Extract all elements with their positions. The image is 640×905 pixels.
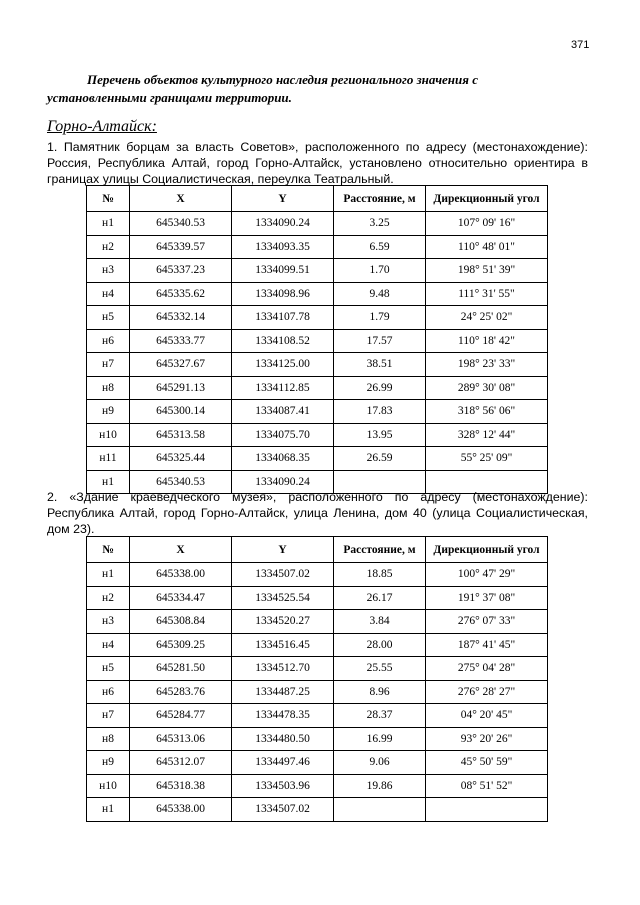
cell-x: 645335.62 [130,282,232,306]
cell-angle: 198° 51' 39" [426,259,548,283]
cell-distance: 6.59 [334,235,426,259]
cell-x: 645332.14 [130,306,232,330]
cell-x: 645338.00 [130,563,232,587]
cell-point: н1 [87,798,130,822]
cell-y: 1334099.51 [232,259,334,283]
table-row [87,447,548,471]
cell-distance [334,798,426,822]
cell-angle: 55° 25' 09" [426,447,548,471]
cell-y: 1334520.27 [232,610,334,634]
cell-point: н11 [87,447,130,471]
header-num: № [87,186,130,212]
cell-distance: 8.96 [334,680,426,704]
coordinates-table [86,185,548,494]
cell-point: н8 [87,727,130,751]
cell-y: 1334107.78 [232,306,334,330]
cell-y: 1334090.24 [232,212,334,236]
cell-distance: 9.06 [334,751,426,775]
table-row [87,563,548,587]
table-row [87,235,548,259]
cell-x: 645309.25 [130,633,232,657]
cell-x: 645338.00 [130,798,232,822]
cell-x: 645339.57 [130,235,232,259]
cell-point: н2 [87,586,130,610]
cell-point: н5 [87,657,130,681]
cell-x: 645281.50 [130,657,232,681]
cell-angle: 93° 20' 26" [426,727,548,751]
cell-angle: 276° 07' 33" [426,610,548,634]
cell-point: н10 [87,423,130,447]
table-row [87,751,548,775]
cell-angle [426,798,548,822]
cell-angle: 110° 48' 01" [426,235,548,259]
table-row [87,657,548,681]
cell-x: 645283.76 [130,680,232,704]
table-header-row [87,537,548,563]
cell-x: 645313.06 [130,727,232,751]
cell-distance: 9.48 [334,282,426,306]
page-number: 371 [571,39,590,51]
cell-distance: 26.59 [334,447,426,471]
table-row [87,798,548,822]
cell-x: 645334.47 [130,586,232,610]
cell-y: 1334487.25 [232,680,334,704]
cell-point: н7 [87,704,130,728]
cell-x: 645312.07 [130,751,232,775]
cell-y: 1334497.46 [232,751,334,775]
table-row [87,727,548,751]
cell-x: 645327.67 [130,353,232,377]
table-row [87,329,548,353]
cell-angle: 187° 41' 45" [426,633,548,657]
cell-angle: 328° 12' 44" [426,423,548,447]
cell-point: н4 [87,633,130,657]
cell-angle: 04° 20' 45" [426,704,548,728]
table-row [87,212,548,236]
cell-x: 645333.77 [130,329,232,353]
table-row [87,586,548,610]
cell-point: н6 [87,680,130,704]
table-row [87,633,548,657]
cell-distance: 25.55 [334,657,426,681]
cell-angle: 276° 28' 27" [426,680,548,704]
cell-distance: 19.86 [334,774,426,798]
cell-distance: 28.00 [334,633,426,657]
table-row [87,423,548,447]
table-row [87,774,548,798]
cell-distance: 26.17 [334,586,426,610]
cell-y: 1334090.24 [232,470,334,494]
item-description: 2. «Здание краеведческого музея», расположенного по адресу (местонахождение): Республика Алтай, город Горно-Алтайск, улица Ленина, дом 40 (улица Социалистическая, дом 23). [47,490,588,536]
cell-angle: 100° 47' 29" [426,563,548,587]
cell-point: н5 [87,306,130,330]
cell-point: н8 [87,376,130,400]
cell-angle: 318° 56' 06" [426,400,548,424]
cell-y: 1334087.41 [232,400,334,424]
table-row [87,610,548,634]
city-heading: Горно-Алтайск: [47,118,157,135]
cell-distance: 17.57 [334,329,426,353]
cell-distance: 13.95 [334,423,426,447]
item-description: 1. Памятник борцам за власть Советов», расположенного по адресу (местонахождение): Россия, Республика Алтай, город Горно-Алтайск, установлено относительно ориентира в границах улицы Социалистическая, переулка Театральный. [47,140,588,186]
cell-distance: 3.25 [334,212,426,236]
cell-y: 1334507.02 [232,563,334,587]
cell-point: н1 [87,212,130,236]
cell-y: 1334516.45 [232,633,334,657]
cell-distance: 3.84 [334,610,426,634]
cell-angle: 275° 04' 28" [426,657,548,681]
cell-angle: 45° 50' 59" [426,751,548,775]
header-y: Y [232,537,334,563]
table-row [87,704,548,728]
cell-angle: 111° 31' 55" [426,282,548,306]
cell-angle: 289° 30' 08" [426,376,548,400]
cell-x: 645308.84 [130,610,232,634]
cell-distance: 18.85 [334,563,426,587]
cell-point: н6 [87,329,130,353]
header-distance: Расстояние, м [334,186,426,212]
cell-point: н3 [87,259,130,283]
table-body [87,212,548,494]
table-row [87,353,548,377]
table-row [87,282,548,306]
cell-y: 1334108.52 [232,329,334,353]
cell-point: н1 [87,470,130,494]
cell-y: 1334093.35 [232,235,334,259]
table-row [87,680,548,704]
table-row [87,259,548,283]
cell-point: н4 [87,282,130,306]
table-header-row [87,186,548,212]
cell-y: 1334068.35 [232,447,334,471]
header-num: № [87,537,130,563]
cell-y: 1334125.00 [232,353,334,377]
cell-x: 645318.38 [130,774,232,798]
cell-point: н3 [87,610,130,634]
cell-y: 1334478.35 [232,704,334,728]
cell-angle: 107° 09' 16" [426,212,548,236]
cell-point: н9 [87,400,130,424]
header-distance: Расстояние, м [334,537,426,563]
header-x: X [130,186,232,212]
cell-x: 645340.53 [130,470,232,494]
cell-angle: 08° 51' 52" [426,774,548,798]
cell-y: 1334098.96 [232,282,334,306]
cell-distance: 38.51 [334,353,426,377]
cell-y: 1334112.85 [232,376,334,400]
cell-angle: 198° 23' 33" [426,353,548,377]
cell-x: 645291.13 [130,376,232,400]
cell-y: 1334525.54 [232,586,334,610]
table-row [87,400,548,424]
cell-y: 1334507.02 [232,798,334,822]
cell-x: 645340.53 [130,212,232,236]
cell-y: 1334503.96 [232,774,334,798]
document-title: Перечень объектов культурного наследия регионального значения с установленными границами территории. [47,72,478,105]
header-x: X [130,537,232,563]
cell-point: н2 [87,235,130,259]
cell-angle: 24° 25' 02" [426,306,548,330]
cell-x: 645337.23 [130,259,232,283]
cell-point: н9 [87,751,130,775]
cell-point: н10 [87,774,130,798]
cell-x: 645300.14 [130,400,232,424]
coordinates-table [86,536,548,822]
cell-angle: 191° 37' 08" [426,586,548,610]
header-y: Y [232,186,334,212]
table-row [87,376,548,400]
cell-y: 1334512.70 [232,657,334,681]
table-row [87,306,548,330]
cell-distance: 16.99 [334,727,426,751]
cell-y: 1334075.70 [232,423,334,447]
cell-distance: 1.70 [334,259,426,283]
cell-distance: 17.83 [334,400,426,424]
header-angle: Дирекционный угол [426,186,548,212]
cell-x: 645313.58 [130,423,232,447]
cell-angle: 110° 18' 42" [426,329,548,353]
cell-point: н7 [87,353,130,377]
cell-x: 645284.77 [130,704,232,728]
cell-point: н1 [87,563,130,587]
cell-x: 645325.44 [130,447,232,471]
cell-distance: 28.37 [334,704,426,728]
cell-y: 1334480.50 [232,727,334,751]
header-angle: Дирекционный угол [426,537,548,563]
cell-distance: 26.99 [334,376,426,400]
table-body [87,563,548,822]
cell-distance: 1.79 [334,306,426,330]
